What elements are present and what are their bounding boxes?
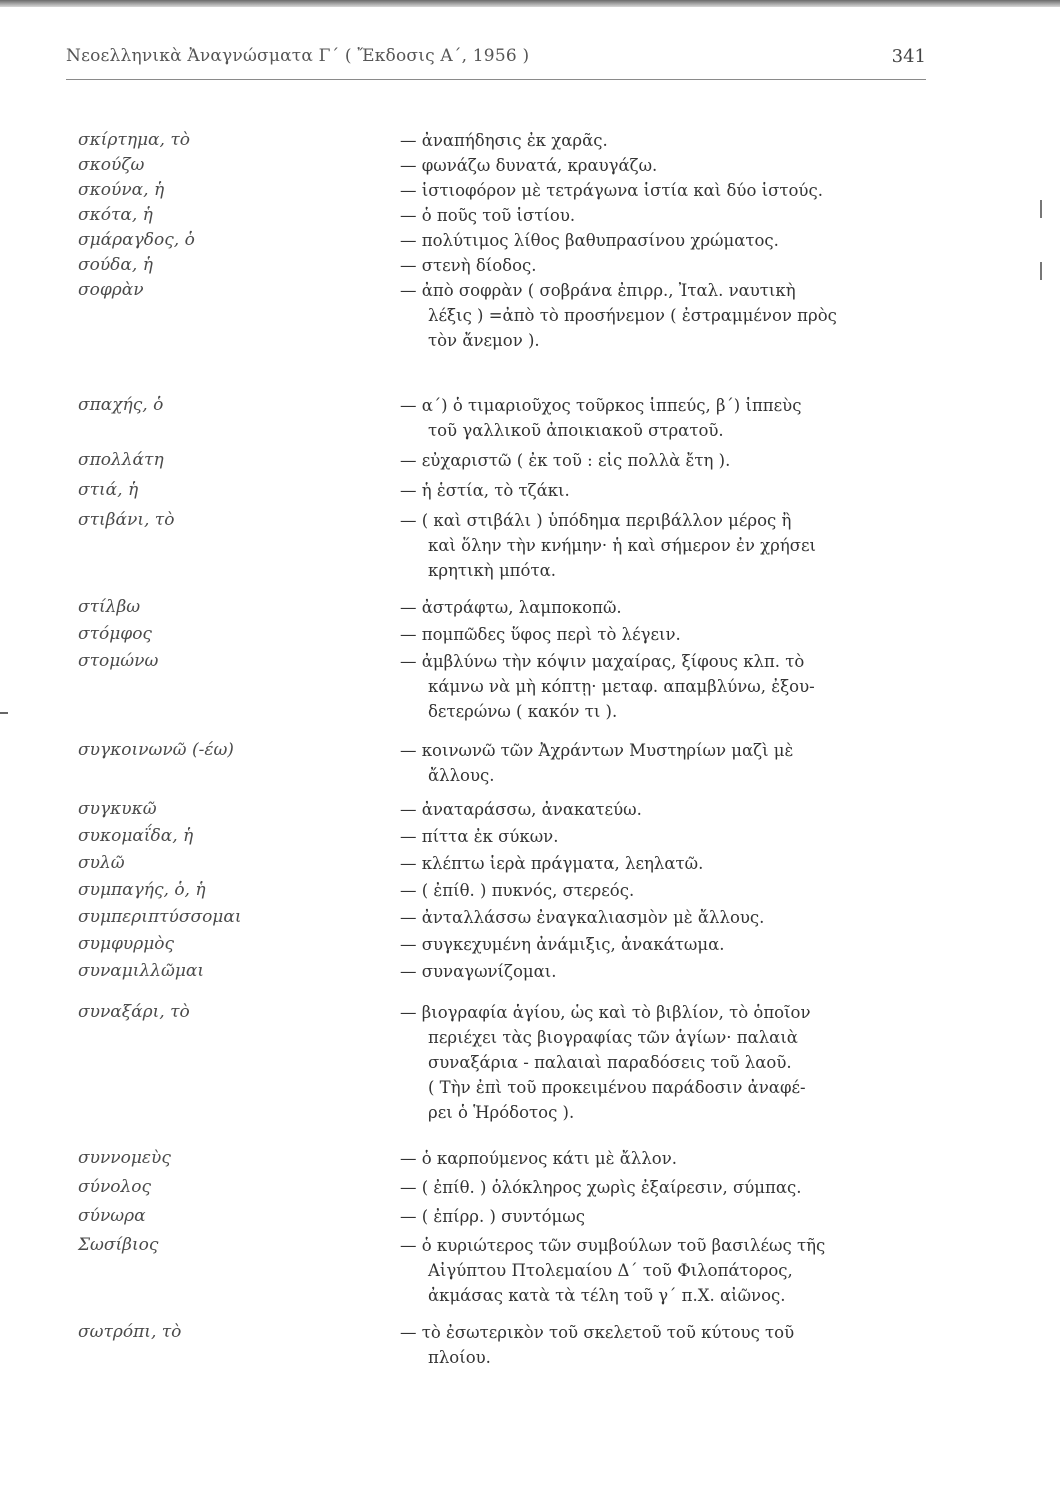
definition-line: — ὁ ποῦς τοῦ ἱστίου. bbox=[400, 206, 576, 225]
margin-mark bbox=[1040, 200, 1042, 218]
definition-line: — βιογραφία ἁγίου, ὡς καὶ τὸ βιβλίον, τὸ ὁποῖον bbox=[400, 1003, 811, 1022]
definition-line: — ἱστιοφόρον μὲ τετράγωνα ἱστία καὶ δύο ἱστούς. bbox=[400, 181, 823, 200]
definition-line: — ἀπὸ σοφρὰν ( σοβράνα ἐπιρρ., Ἰταλ. ναυτικὴ bbox=[400, 281, 796, 300]
entry-term: σκότα, ἡ bbox=[78, 205, 153, 225]
entry-definition bbox=[400, 797, 940, 822]
entry-definition bbox=[400, 228, 940, 253]
definition-line: συναξάρια - παλαιαὶ παραδόσεις τοῦ λαοῦ. bbox=[428, 1053, 792, 1072]
entry-term: συμπεριπτύσσομαι bbox=[78, 907, 242, 927]
entry-term: σμάραγδος, ὁ bbox=[78, 230, 195, 250]
definition-line: — πίττα ἐκ σύκων. bbox=[400, 827, 559, 846]
entry-definition bbox=[400, 1233, 940, 1308]
definition-line: — πομπῶδες ὕφος περὶ τὸ λέγειν. bbox=[400, 625, 681, 644]
definition-line: — ἀμβλύνω τὴν κόψιν μαχαίρας, ξίφους κλπ. τὸ bbox=[400, 652, 805, 671]
entry-term: σοφρὰν bbox=[78, 280, 144, 300]
entry-term: σκίρτημα, τὸ bbox=[78, 130, 190, 150]
entry-term: συναμιλλῶμαι bbox=[78, 961, 205, 981]
entry-definition bbox=[400, 128, 940, 153]
entry-definition bbox=[400, 1320, 940, 1370]
entry-definition bbox=[400, 959, 940, 984]
definition-line: — κλέπτω ἱερὰ πράγματα, λεηλατῶ. bbox=[400, 854, 704, 873]
definition-line: — ( ἐπίθ. ) πυκνός, στερεός. bbox=[400, 881, 635, 900]
margin-mark bbox=[1040, 262, 1042, 280]
entry-term: σύνολος bbox=[78, 1177, 152, 1197]
definition-line: ( Τὴν ἐπὶ τοῦ προκειμένου παράδοσιν ἀναφέ- bbox=[428, 1078, 806, 1097]
definition-line: — ὁ κυριώτερος τῶν συμβούλων τοῦ βασιλέως τῆς bbox=[400, 1236, 826, 1255]
definition-line: — ἡ ἑστία, τὸ τζάκι. bbox=[400, 481, 570, 500]
definition-line: — ὁ καρπούμενος κάτι μὲ ἄλλον. bbox=[400, 1149, 677, 1168]
entry-term: σπαχής, ὁ bbox=[78, 395, 164, 415]
definition-line: τὸν ἄνεμον ). bbox=[428, 331, 540, 350]
definition-line: τοῦ γαλλικοῦ ἀποικιακοῦ στρατοῦ. bbox=[428, 421, 724, 440]
entry-term: συννομεὺς bbox=[78, 1148, 171, 1168]
definition-line: — ἀστράφτω, λαμποκοπῶ. bbox=[400, 598, 622, 617]
definition-line: κρητικὴ μπότα. bbox=[428, 561, 556, 580]
definition-line: — κοινωνῶ τῶν Ἀχράντων Μυστηρίων μαζὶ μὲ bbox=[400, 741, 794, 760]
definition-line: — ( καὶ στιβάλι ) ὑπόδημα περιβάλλον μέρος ἢ bbox=[400, 511, 792, 530]
entry-definition bbox=[400, 649, 940, 724]
entry-term: σκούζω bbox=[78, 155, 145, 175]
entry-definition bbox=[400, 1204, 940, 1229]
definition-line: — α΄) ὁ τιμαριοῦχος τοῦρκος ἱππεύς, β΄) ἱππεὺς bbox=[400, 396, 802, 415]
scan-top-edge bbox=[0, 0, 1060, 7]
entry-definition bbox=[400, 508, 940, 583]
definition-line: ρει ὁ Ἡρόδοτος ). bbox=[428, 1103, 575, 1122]
entry-definition bbox=[400, 905, 940, 930]
definition-line: περιέχει τὰς βιογραφίας τῶν ἁγίων· παλαιὰ bbox=[428, 1028, 798, 1047]
entry-term: συγκυκῶ bbox=[78, 799, 157, 819]
entry-definition bbox=[400, 1175, 940, 1200]
definition-line: λέξις ) =ἀπὸ τὸ προσήνεμον ( ἐστραμμένον πρὸς bbox=[428, 306, 837, 325]
entry-term: στιβάνι, τὸ bbox=[78, 510, 175, 530]
definition-line: — ἀνταλλάσσω ἐναγκαλιασμὸν μὲ ἄλλους. bbox=[400, 908, 765, 927]
running-header-title: Νεοελληνικὰ Ἀναγνώσματα Γ΄ ( Ἔκδοσις Α΄, 1956 ) bbox=[66, 46, 530, 66]
entry-term: στόμφος bbox=[78, 624, 152, 644]
entry-definition bbox=[400, 622, 940, 647]
entry-term: στομώνω bbox=[78, 651, 159, 671]
definition-line: δετερώνω ( κακόν τι ). bbox=[428, 702, 618, 721]
entry-definition bbox=[400, 595, 940, 620]
scan-edge-mark bbox=[0, 712, 8, 714]
definition-line: — τὸ ἐσωτερικὸν τοῦ σκελετοῦ τοῦ κύτους τοῦ bbox=[400, 1323, 795, 1342]
entry-term: συλῶ bbox=[78, 853, 125, 873]
entry-definition bbox=[400, 278, 940, 353]
running-header bbox=[66, 46, 926, 76]
entry-term: συκομαΐδα, ἡ bbox=[78, 826, 194, 846]
definition-line: καὶ ὅλην τὴν κνήμην· ἡ καὶ σήμερον ἐν χρήσει bbox=[428, 536, 816, 555]
entry-definition bbox=[400, 253, 940, 278]
definition-line: — ἀναπήδησις ἐκ χαρᾶς. bbox=[400, 131, 608, 150]
definition-line: πλοίου. bbox=[428, 1348, 491, 1367]
definition-line: — ἀναταράσσω, ἀνακατεύω. bbox=[400, 800, 642, 819]
entry-definition bbox=[400, 1000, 940, 1125]
entry-definition bbox=[400, 824, 940, 849]
definition-line: ἀκμάσας κατὰ τὰ τέλη τοῦ γ΄ π.Χ. αἰῶνος. bbox=[428, 1286, 786, 1305]
entry-term: συγκοινωνῶ (-έω) bbox=[78, 740, 234, 760]
entry-term: συναξάρι, τὸ bbox=[78, 1002, 190, 1022]
entry-definition bbox=[400, 393, 940, 443]
entry-definition bbox=[400, 478, 940, 503]
entry-term: στίλβω bbox=[78, 597, 141, 617]
entry-term: σκούνα, ἡ bbox=[78, 180, 165, 200]
definition-line: — στενὴ δίοδος. bbox=[400, 256, 537, 275]
definition-line: — ( ἐπίρρ. ) συντόμως bbox=[400, 1207, 585, 1226]
entry-term: στιά, ἡ bbox=[78, 480, 139, 500]
entry-term: συμπαγής, ὁ, ἡ bbox=[78, 880, 206, 900]
definition-line: — φωνάζω δυνατά, κραυγάζω. bbox=[400, 156, 658, 175]
definition-line: ἄλλους. bbox=[428, 766, 495, 785]
definition-line: — συγκεχυμένη ἀνάμιξις, ἀνακάτωμα. bbox=[400, 935, 725, 954]
entry-definition bbox=[400, 851, 940, 876]
header-rule bbox=[66, 79, 926, 80]
definition-line: — εὐχαριστῶ ( ἐκ τοῦ : εἰς πολλὰ ἔτη ). bbox=[400, 451, 731, 470]
entry-definition bbox=[400, 932, 940, 957]
entry-definition bbox=[400, 153, 940, 178]
entry-definition bbox=[400, 738, 940, 788]
entry-term: συμφυρμὸς bbox=[78, 934, 175, 954]
entry-term: σούδα, ἡ bbox=[78, 255, 153, 275]
entry-definition bbox=[400, 1146, 940, 1171]
entry-definition bbox=[400, 203, 940, 228]
entry-definition bbox=[400, 448, 940, 473]
definition-line: — πολύτιμος λίθος βαθυπρασίνου χρώματος. bbox=[400, 231, 779, 250]
entry-term: σύνωρα bbox=[78, 1206, 146, 1226]
definition-line: κάμνω νὰ μὴ κόπτῃ· μεταφ. απαμβλύνω, ἐξου- bbox=[428, 677, 815, 696]
entry-term: Σωσίβιος bbox=[78, 1235, 159, 1255]
definition-line: — ( ἐπίθ. ) ὁλόκληρος χωρὶς ἐξαίρεσιν, σύμπας. bbox=[400, 1178, 802, 1197]
entry-term: σπολλάτη bbox=[78, 450, 164, 470]
page-number: 341 bbox=[891, 46, 926, 67]
entry-definition bbox=[400, 178, 940, 203]
entry-definition bbox=[400, 878, 940, 903]
entry-term: σωτρόπι, τὸ bbox=[78, 1322, 182, 1342]
definition-line: Αἰγύπτου Πτολεμαίου Δ΄ τοῦ Φιλοπάτορος, bbox=[428, 1261, 793, 1280]
definition-line: — συναγωνίζομαι. bbox=[400, 962, 557, 981]
